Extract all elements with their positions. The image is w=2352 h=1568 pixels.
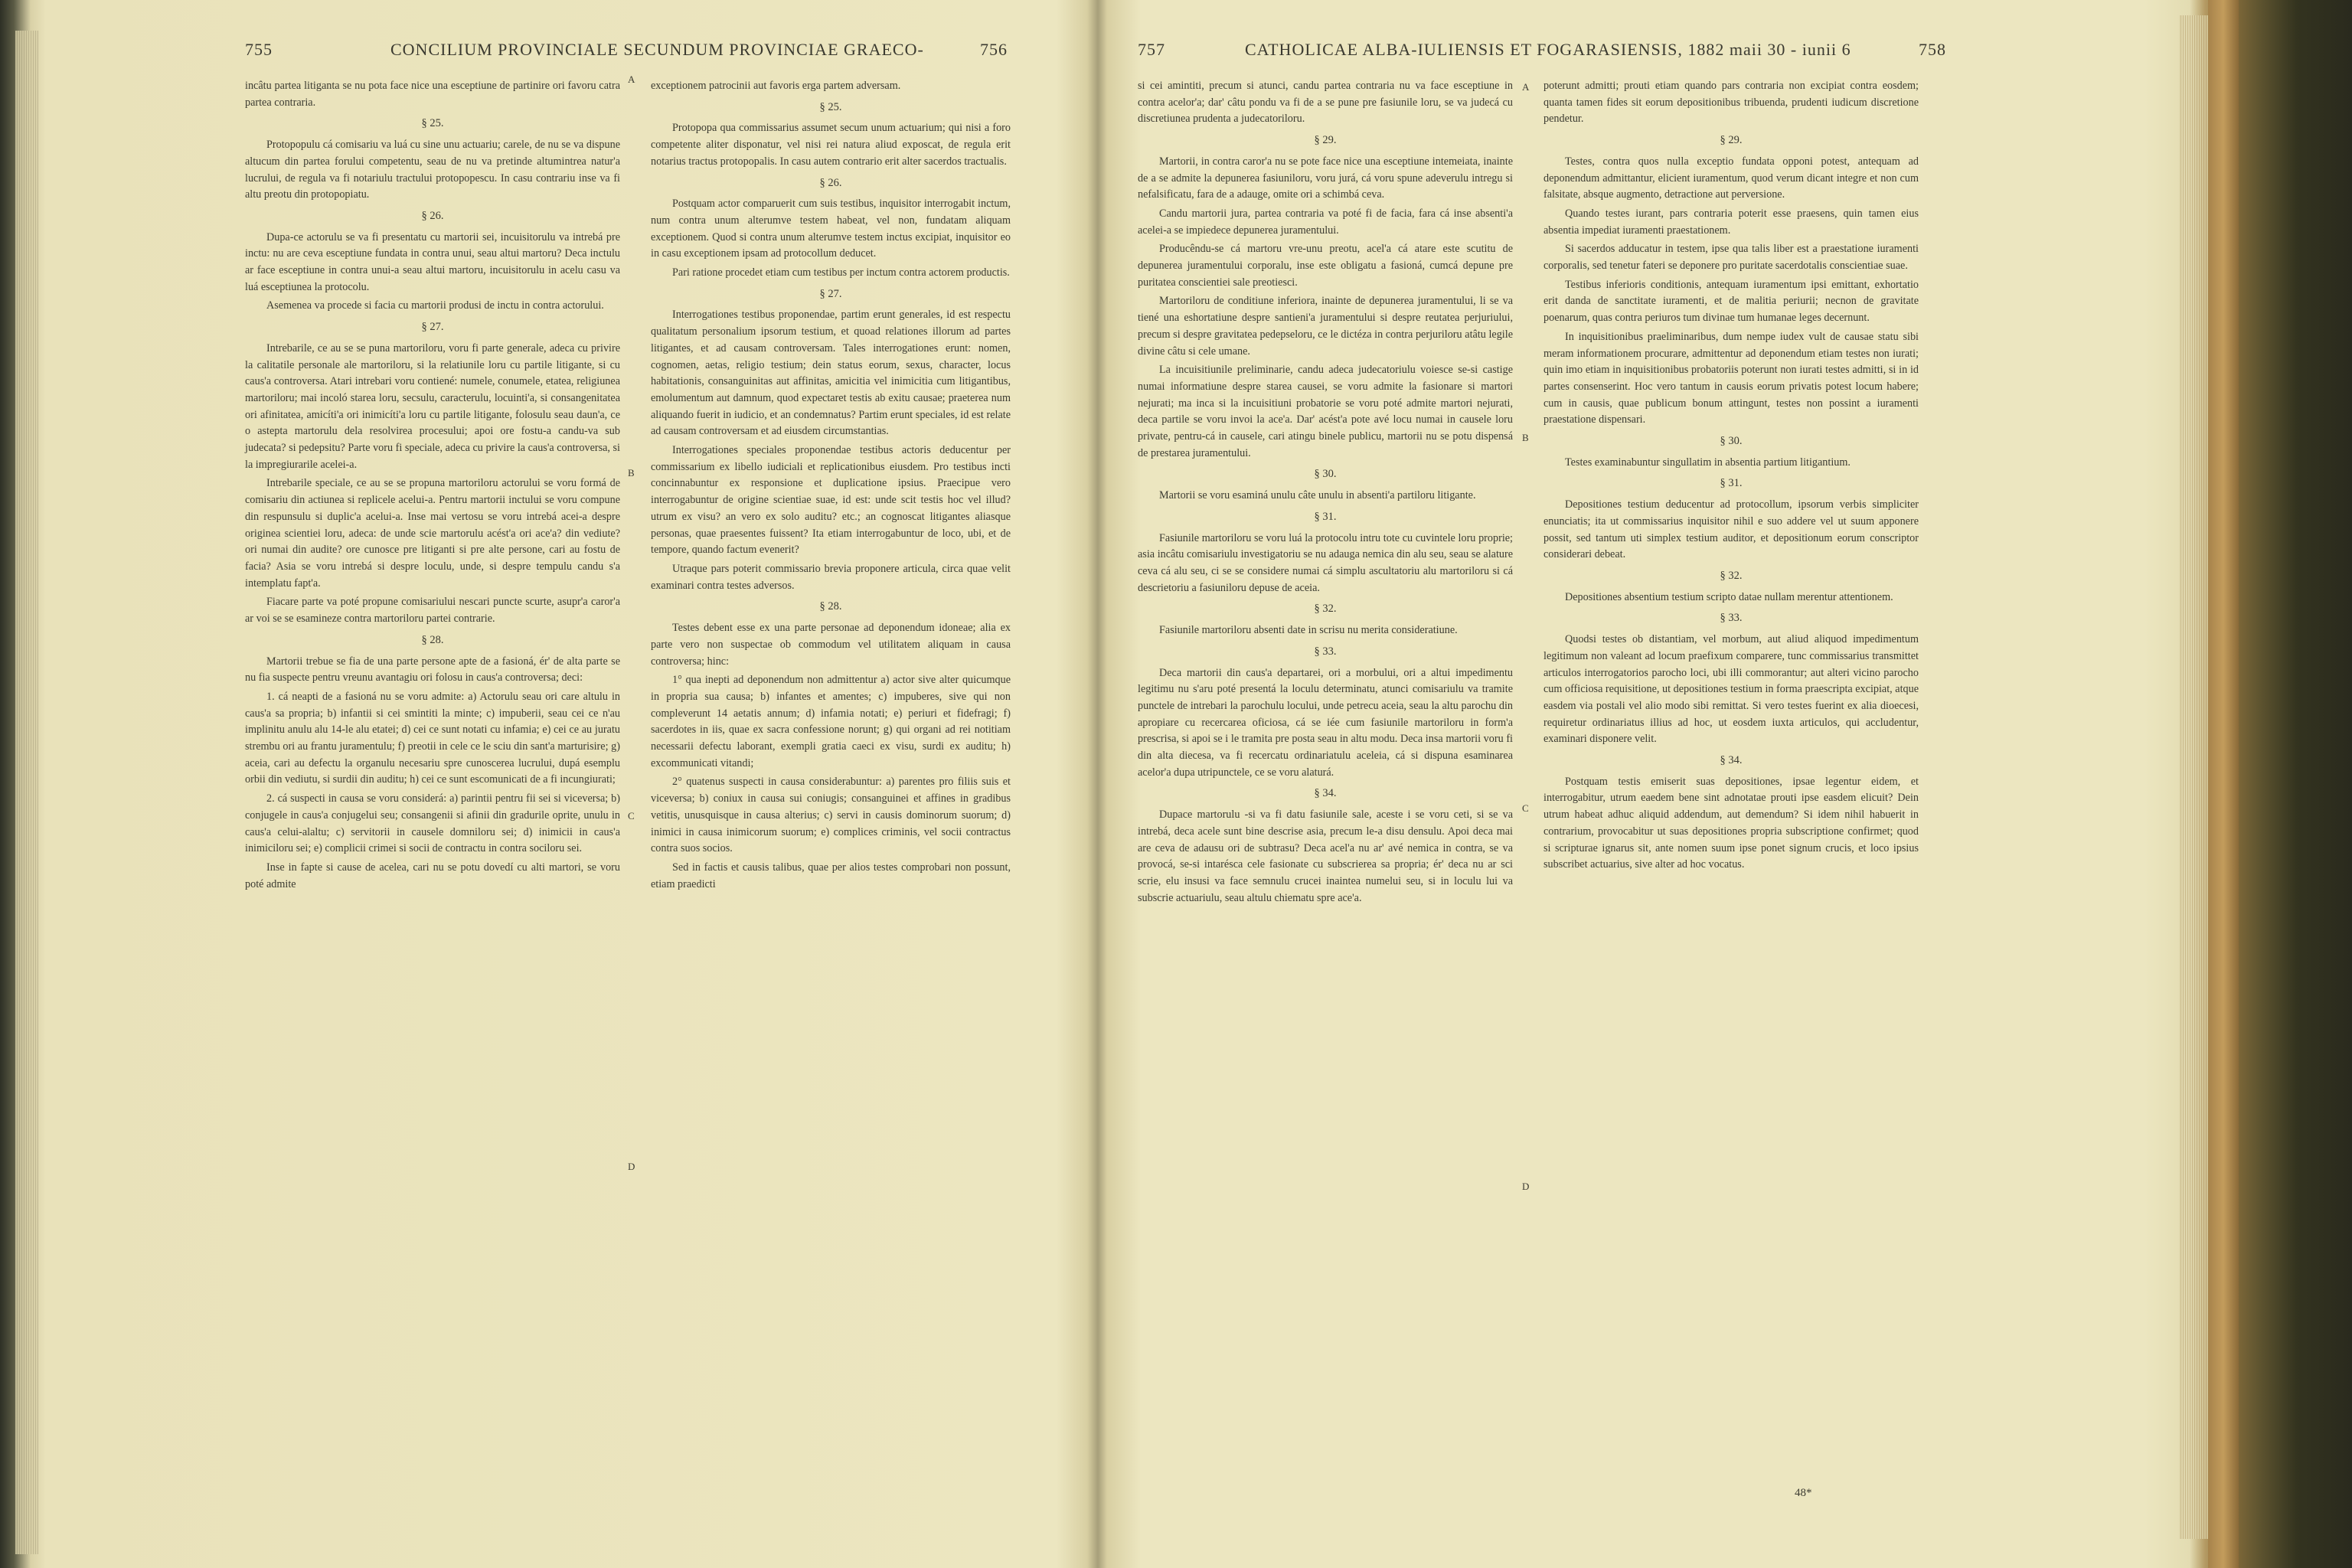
- paragraph: Protopopa qua commissarius assumet secum unum actuarium; qui nisi a foro competente aliter disponatur, vel nisi rei natura aliud exposcat, de regula erit notarius tractus protopopalis. In casu autem contrario erit alter sacerdos tractualis.: [651, 122, 1011, 168]
- left-running-head: [245, 40, 1080, 70]
- margin-mark-d: D: [628, 1161, 635, 1172]
- section-heading: § 34.: [1720, 754, 1743, 767]
- margin-mark-a-right: A: [1522, 81, 1530, 93]
- paragraph: Testibus inferioris conditionis, antequam iuramentum ipsi emittant, exhortatio erit danda de sanctitate iuramenti, et de malitia periurii; necnon de gravitate poenarum, quas contra periuros tum divinae tum humanae leges decernunt.: [1544, 278, 1919, 325]
- margin-mark-a: A: [628, 74, 635, 85]
- paragraph: Intrebarile speciale, ce au se se propuna martoriloru actorului se voru formá de comisariu din actiunea si replicele acelui-a. Pentru martorii inctului se voru compune din respunsulu si duplic'a acelui-a. Inse mai vertosu se voru intrebá acei-a despre originea scientiei loru, adeca: de unde scie martorulu acést'a ori ace'a? din vediute? ori numai din audite? ore cunosce pre litiganti si pre alte persone, cari au fostu de facia? Asia se voru intrebá si despre loculu, unde, si despre tempulu candu s'a intemplatu fapt'a.: [245, 477, 620, 590]
- paragraph: Fiacare parte va poté propune comisariului nescari puncte scurte, asupr'a caror'a ar voi se se esamineze contra martoriloru partei contrarie.: [245, 596, 620, 626]
- paragraph: 1° qua inepti ad deponendum non admittentur a) actor sive alter quicumque in propria sua causa; b) infantes et amentes; c) impuberes, sive qui non compleverunt 14 aetatis annum; d) infamia notati; e) periuri et fidefragi; f) sacerdotes in iis, quae ex sacra confessione norunt; g) qui organi ad rei notitiam necessarii defectu laborant, exempli gratia caeci ex visu, surdi ex auditu; h) excommunicati vitandi;: [651, 674, 1011, 769]
- paragraph: Protopopulu cá comisariu va luá cu sine unu actuariu; carele, de nu se va dispune altucum din partea forului competentu, seau de nu va pretinde altumintrea natur'a lucrului, de regula va fi notariulu tractului protopopescu. In casu contrariu inse va fi altu preotu din protopopiatu.: [245, 139, 620, 201]
- paragraph: Testes, contra quos nulla exceptio fundata opponi potest, antequam ad deponendum admittantur, elicient iuramentum, quod verum dicant integre et non cum falsitate, absque augmento, detractione aut perversione.: [1544, 155, 1919, 201]
- paragraph: Intrebarile, ce au se se puna martoriloru, voru fi parte generale, adeca cu privire la calitatile personale ale martoriloru, si la relatiunile loru cu partile litigante, si cu caus'a controversa. Atari intrebari voru contiené: numele, conumele, etatea, religiunea martoriloru; mai incoló starea loru, secsulu, caracterulu, locuinti'a, si consangenitatea ori afinitatea, amicíti'a ori inimicíti'a loru cu partile litigante, folosulu seau daun'a, ce o astepta martorulu dela resolvirea procesului; apoi ore fostu-a candu-va sub judecata? si pedepsitu? Parte voru fi speciale, adeca cu privire la caus'a controversa, si la impregiurarile acelei-a.: [245, 341, 620, 471]
- paragraph: Sed in factis et causis talibus, quae per alios testes comprobari non possunt, etiam praedicti: [651, 861, 1011, 890]
- section-heading: § 30.: [1720, 435, 1743, 448]
- paragraph: La incuisitiunile preliminarie, candu adeca judecatoriulu voiesce se-si castige numai informatiune despre starea causei, se voru admite la fasionare si martori nejurati; ma inca si la incuisitiuni probatorie se voru poté admite martori nejurati, deca partile se voru invoi la ace'a. Dar' acést'a pote avé locu numai in causele loru private, pentru-cá in causele, cari atingu binele publicu, martorii nu se potu dispensá de prestarea juramentului.: [1138, 364, 1513, 459]
- paragraph: Fasiunile martoriloru se voru luá la protocolu intru tote cu cuvintele loru proprie; asia incâtu comisariulu investigatoriu se nu adauga nemica din alu seu, seau se alature ceva cá alu seu, ci se se considere numai cá simplu ascultatoriu alu martoriloru si cá descrietoriu a fasiuniloru depuse de aceia.: [1138, 531, 1513, 594]
- paragraph: Asemenea va procede si facia cu martorii produsi de inctu in contra actorului.: [266, 299, 604, 312]
- paragraph: 2° quatenus suspecti in causa considerabuntur: a) parentes pro filiis suis et viceversa; b) coniux in causa sui coniugis; consanguinei et affines in gradibus vetitis, unusquisque in causa alterius; c) servi in causis dominorum suorum; d) inimici in causa inimicorum suorum; e) complices criminis, vel socii contractus contra suos socios.: [651, 776, 1011, 855]
- running-head-title-left: CONCILIUM PROVINCIALE SECUNDUM PROVINCIAE GRAECO-: [390, 40, 924, 59]
- paragraph: 2. cá suspecti in causa se voru considerá: a) parintii pentru fii sei si viceversa; b) conjugele in caus'a conjugelui seu; consangenii si afinii din gradurile oprite, unulu in caus'a celui-alaltu; c) servitorii in causele domniloru sei; d) inimicii in caus'a inimiciloru sei; e) complicii crimei si socii de contractu in contra sociloru sei.: [245, 792, 620, 855]
- left-page-edges: [15, 31, 38, 1554]
- section-heading: § 31.: [1314, 510, 1337, 523]
- paragraph: Interrogationes speciales proponendae testibus actoris deducentur per commissarium ex libello iudiciali et replicationibus eiusdem. Pro testibus incti concinnabuntur ex responsione et duplicatione ipsius. Praecipue vero interrogabuntur de origine scientiae suae, id est: unde scit testis hoc vel illud? utrum ex visu? an vero ex solo auditu? etc.; an cognoscat litigantes aliasque personas, quae praesentes fuissent? Ita etiam interrogabuntur de loco, ubi, et de tempore, quando factum evenerit?: [651, 444, 1011, 557]
- paragraph: poterunt admitti; prouti etiam quando pars contraria non excipiat contra eosdem; quanta tamen fides sit eorum depositionibus tribuenda, prudenti iudicum discretione pendetur.: [1544, 80, 1919, 126]
- paragraph: Utraque pars poterit commissario brevia proponere articula, circa quae velit examinari contra testes adversos.: [651, 562, 1011, 592]
- page-number-755: 755: [245, 40, 273, 59]
- paragraph: Depositiones absentium testium scripto datae nullam merentur attentionem.: [1565, 590, 1893, 603]
- section-heading: § 32.: [1314, 603, 1337, 616]
- paragraph: incâtu partea litiganta se nu pota face nice una esceptiune de partinire ori favoru catra partea contraria.: [245, 80, 620, 109]
- paragraph: Martorii trebue se fia de una parte persone apte de a fasioná, ér' de alta parte se nu fia suspecte pentru vreunu avantagiu ori folosu in caus'a controversa; deci:: [245, 655, 620, 684]
- paragraph: Quando testes iurant, pars contraria poterit esse praesens, quin tamen eius absentia impediat iuramenti praestationem.: [1544, 207, 1919, 237]
- paragraph: Si sacerdos adducatur in testem, ipse qua talis liber est a praestatione iuramenti corporalis, sed tenetur fateri se deponere pro puritate sacerdotalis conscientiae suae.: [1544, 243, 1919, 273]
- section-heading: § 30.: [1314, 468, 1337, 481]
- margin-mark-c: C: [628, 810, 635, 822]
- margin-mark-d-right: D: [1522, 1181, 1530, 1192]
- paragraph: Postquam actor comparuerit cum suis testibus, inquisitor interrogabit inctum, num contra unum alterumve testem habeat, vel non, fundatam aliquam exceptionem. Quod si contra unum alterumve testem inctus excipiat, inquisitor eo in casu exceptionem ipsam ad protocollum deducet.: [651, 198, 1011, 260]
- paragraph: 1. cá neapti de a fasioná nu se voru admite: a) Actorulu seau ori care altulu in caus'a sa propria; b) infantii si cei smintiti la minte; c) impuberii, seau cei ce n'au implinitu anulu alu 14-le alu etatei; d) cei ce sunt notati cu infamia; e) cei ce au juratu strembu ori au frantu juramentulu; f) preotii in cele ce le sciu din sant'a marturisire; g) aceia, cari au defectu la organulu necesariu spre cunoscerea lucrului, dupá esemplu orbii din vediutu, si surdii din auditu; h) cei ce sunt escomunicati de a fi incungiurati;: [245, 690, 620, 786]
- paragraph: Dupa-ce actorulu se va fi presentatu cu martorii sei, incuisitorulu va intrebá pre inctu: nu are ceva esceptiune fundata in contra unui, seau altui martoru? Deca inctulu ar face esceptiune in contra unui-a seau altui martoru, incuisitorulu in acelu casu va luá esceptiunea la protocolu.: [245, 230, 620, 293]
- right-running-head: [1138, 40, 1946, 70]
- section-heading: § 27.: [421, 321, 444, 334]
- paragraph: Inse in fapte si cause de acelea, cari nu se potu dovedí cu alti martori, se voru poté admite: [245, 861, 620, 890]
- paragraph: Fasiunile martoriloru absenti date in scrisu nu merita consideratiune.: [1159, 624, 1458, 637]
- paragraph: Producêndu-se cá martoru vre-unu preotu, acel'a cá atare este scutitu de depunerea juramentului corporalu, inse este obligatu a fasioná, cumcá depune pre puritatea conscientiei sale preotiesci.: [1138, 243, 1513, 289]
- section-heading: § 34.: [1314, 787, 1337, 800]
- right-page: [1138, 31, 1946, 1531]
- paragraph: Deca martorii din caus'a departarei, ori a morbului, ori a altui impedimentu legitimu nu s'aru poté presentá la loculu determinatu, atunci comisariulu va tramite punctele de intrebari la parochulu locului, unde petrecu aceia, seau la altu parochu din apropiare cu recercarea oficiosa, cá se iée cum fasiunile martoriloru in form'a prescrisa, si apoi se i le tramita pre posta seau in altu modu. Deca insa martorii voru fi din alta diecesa, va fi recercatu ordinariatulu aceleia, cá si dispuna esaminarea acelor'a dupa utripunctele, ce se voru alaturá.: [1138, 666, 1513, 779]
- paragraph: Quodsi testes ob distantiam, vel morbum, aut aliud aliquod impedimentum legitimum non valeant ad locum praefixum comparere, tunc commissarius transmittet articulos interrogatorios parocho loci, ubi illi commorantur; aut alteri vicino parocho cum officiosa requisitione, ut depositiones testium in forma praescripta excipiat, atque easdem via postali vel alio modo sibi remittat. Si vero testes fuerint ex alia dioecesi, requiretur ordinariatus illius ad hoc, ut eosdem iuxta articulos, qui accludentur, examinari disponere velit.: [1544, 633, 1919, 746]
- left-page-romanian-column: [245, 78, 620, 895]
- signature-mark: 48*: [1795, 1487, 1812, 1499]
- paragraph: In inquisitionibus praeliminaribus, dum nempe iudex vult de causae statu sibi meram informationem procurare, admittentur ad deponendum etiam testes non iurati; quin imo etiam in inquisitionibus probatoriis poterunt non iurati testes admitti, si in id partes consenserint. Hoc vero tantum in causis eorum privatis potest locum habere; cum in causis, quae publicum bonum attingunt, testes non possint a iuramenti praestatione dispensari.: [1544, 330, 1919, 426]
- page-number-756: 756: [980, 40, 1008, 59]
- right-page-romanian-column: [1138, 78, 1513, 909]
- section-heading: § 28.: [421, 633, 444, 646]
- right-page-edges: [2179, 15, 2210, 1539]
- paragraph: Interrogationes testibus proponendae, partim erunt generales, id est respectu qualitatum personalium ipsorum testium, et quoad relationes illorum ad partes litigantes, et ad causam controversam. Tales interrogationes erunt: nomen, cognomen, aetas, religio testium; dein status eorum, sexus, character, locus habitationis, consanguinitas aut affinitas, amicitia vel inimicitia cum litigantibus, emolumentum aut damnum, quod expectaret testis ab exitu causae; praeterea num aliquando fuerit in iudicio, et an condemnatus? Partim erunt speciales, id est relate ad causam controversam et ad eiusdem circumstantias.: [651, 309, 1011, 438]
- section-heading: § 28.: [819, 600, 842, 613]
- section-heading: § 31.: [1720, 477, 1743, 490]
- section-heading: § 27.: [819, 287, 842, 300]
- paragraph: Martorii, in contra caror'a nu se pote face nice una esceptiune intemeiata, inainte de a se admite la depunerea fasiuniloru, voru jurá, cá voru spune adeverulu intregu si nefalsificatu, fara de a adauge, omite ori a schimbá ceva.: [1138, 155, 1513, 201]
- section-heading: § 25.: [421, 117, 444, 130]
- margin-mark-c-right: C: [1522, 802, 1529, 814]
- margin-mark-b: B: [628, 467, 635, 479]
- left-page-latin-column: [651, 78, 1011, 895]
- section-heading: § 26.: [421, 209, 444, 222]
- section-heading: § 33.: [1314, 645, 1337, 658]
- paragraph: Testes debent esse ex una parte personae ad deponendum idoneae; alia ex parte vero non suspectae ob commodum vel utilitatem aliquam in causa controversa; hinc:: [651, 622, 1011, 668]
- book-cover-edge: [2208, 0, 2239, 1568]
- section-heading: § 29.: [1314, 134, 1337, 147]
- left-page: [245, 31, 1080, 1531]
- section-heading: § 26.: [819, 176, 842, 189]
- page-number-757: 757: [1138, 40, 1165, 59]
- paragraph: Testes examinabuntur singullatim in absentia partium litigantium.: [1565, 456, 1851, 469]
- page-number-758: 758: [1919, 40, 1946, 59]
- paragraph: Martorii se voru esaminá unulu câte unulu in absenti'a partiloru litigante.: [1159, 489, 1476, 502]
- paragraph: Depositiones testium deducentur ad protocollum, ipsorum verbis simpliciter enunciatis; ita ut commissarius inquisitor nihil e suo addere vel ut suum apponere possit, sed tantum uti simplex testium auditor, et depositionum eorum conscriptor considerari debeat.: [1544, 498, 1919, 561]
- paragraph: Pari ratione procedet etiam cum testibus per inctum contra actorem productis.: [672, 266, 1010, 279]
- section-heading: § 33.: [1720, 612, 1743, 625]
- margin-mark-b-right: B: [1522, 432, 1529, 443]
- running-head-title-right: CATHOLICAE ALBA-IULIENSIS ET FOGARASIENSIS, 1882 maii 30 - iunii 6: [1245, 40, 1851, 59]
- right-page-latin-column: [1544, 78, 1919, 876]
- section-heading: § 32.: [1720, 569, 1743, 582]
- paragraph: Martoriloru de conditiune inferiora, inainte de depunerea juramentului, li se va tiené una eshortatiune despre santieni'a juramentului si despre reutatea perjuriului, precum si despre gravitatea pedepseloru, ce le dictéza in contra perjuriloru atâtu legile divine câtu si cele umane.: [1138, 295, 1513, 358]
- paragraph: exceptionem patrocinii aut favoris erga partem adversam.: [651, 80, 901, 92]
- section-heading: § 29.: [1720, 134, 1743, 147]
- paragraph: si cei amintiti, precum si atunci, candu partea contraria nu va face esceptiune in contra acelor'a; dar' câtu pondu va fi de a se pune pre fasiunile loru, se va judecá cu discretiunea prudenta a judecatoriloru.: [1138, 80, 1513, 126]
- paragraph: Candu martorii jura, partea contraria va poté fi de facia, fara cá inse absenti'a acelei-a se impiedece depunerea juramentului.: [1138, 207, 1513, 237]
- section-heading: § 25.: [819, 100, 842, 113]
- paragraph: Postquam testis emiserit suas depositiones, ipsae legentur eidem, et interrogabitur, utrum eaedem bene sint adnotatae prouti ipse easdem elicuit? Dein utrum habeat adhuc aliquid addendum, aut demendum? Si idem nihil habuerit in contrarium, provocabitur ut suas depositiones propria subscriptione confirmet; quod si scripturae ignarus sit, ante nomen suum ipse ponet signum crucis, et loco ipsius subscribet actuarius, sive alter ad hoc vocatus.: [1544, 775, 1919, 871]
- paragraph: Dupace martorulu -si va fi datu fasiunile sale, aceste i se voru ceti, si se va intrebá, deca acele sunt bine descrise asia, precum le-a disu densulu. Apoi deca mai are ceva de adausu ori de subtrasu? Deca acel'a nu ar' avé nemica in contra, se va provocá, se-si intarésca cele fasionate cu subscrierea sa propria; ér' deca nu ar sci scrie, elu insusi va face semnulu crucei inaintea numelui seu, si in loculu lui va subscrie actuariulu, seau altulu chiematu spre ace'a.: [1138, 808, 1513, 904]
